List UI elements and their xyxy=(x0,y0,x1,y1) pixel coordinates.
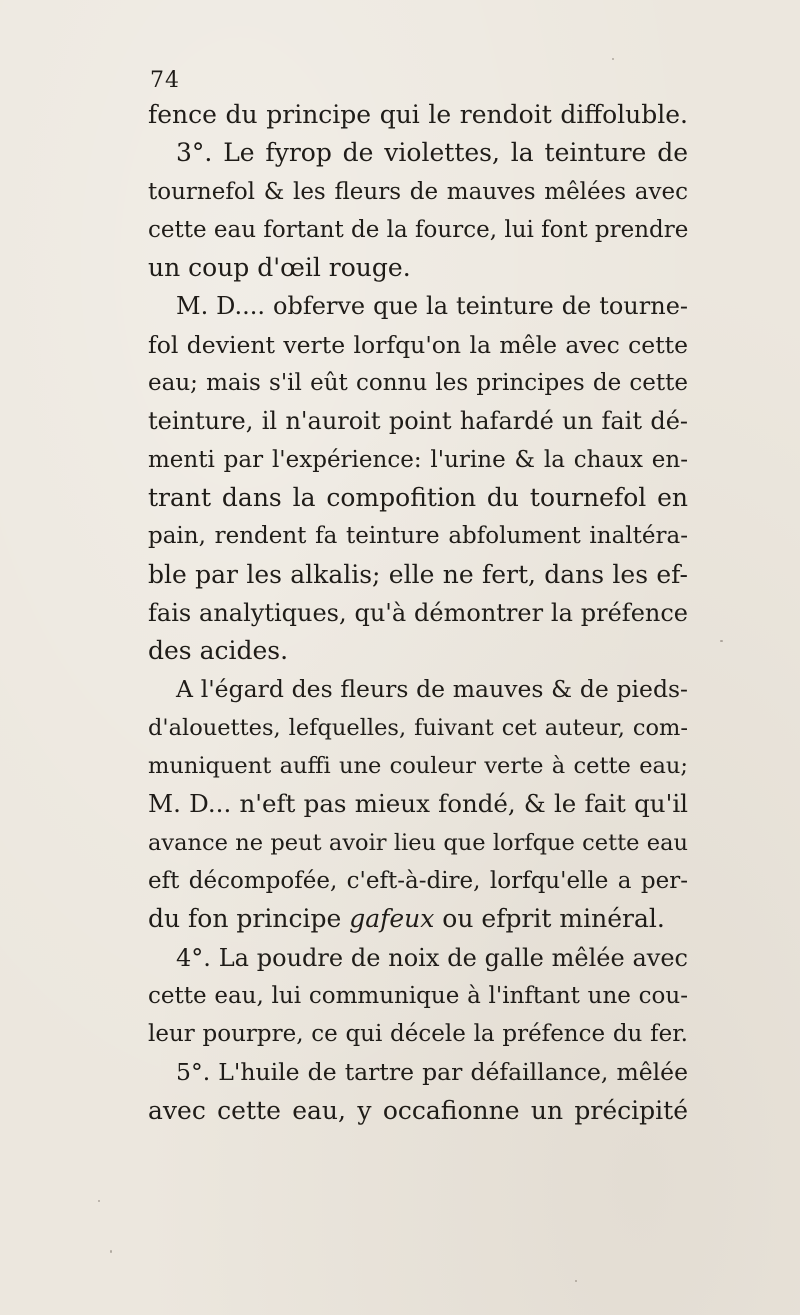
text-line: cette eau, lui communique à l'inftant une cou- xyxy=(148,982,688,1009)
text-line: cette eau fortant de la fource, lui font prendre xyxy=(148,216,689,243)
text-line: fol devient verte lorfqu'on la mêle avec cette xyxy=(148,330,688,359)
body-text xyxy=(148,96,688,1130)
text-line: menti par l'expérience: l'urine & la chaux en- xyxy=(148,446,688,473)
text-line: leur pourpre, ce qui décele la préfence du fer. xyxy=(148,1021,688,1048)
text-line: un coup d'œil rouge. xyxy=(148,253,411,283)
text-line: 3°. Le fyrop de violettes, la teinture de xyxy=(176,138,688,168)
italic-word: gafeux xyxy=(349,904,435,934)
text-line: des acides. xyxy=(148,636,289,666)
text-line: M. D... n'eft pas mieux fondé, & le fait qu'il xyxy=(148,789,688,819)
text-line: 5°. L'huile de tartre par défaillance, mêlée xyxy=(176,1058,688,1087)
text-line: ble par les alkalis; elle ne fert, dans les ef- xyxy=(148,559,688,589)
text-line: du fon principe gafeux ou efprit minéral. xyxy=(148,904,665,934)
text-line: eau; mais s'il eût connu les principes de cette xyxy=(148,370,688,397)
text-line: fais analytiques, qu'à démontrer la préfence xyxy=(148,598,688,627)
text-line: muniquent auffi une couleur verte à cette eau; xyxy=(148,753,688,780)
text-line: teinture, il n'auroit point hafardé un fait dé- xyxy=(148,407,688,436)
text-line: avance ne peut avoir lieu que lorfque cette eau xyxy=(148,829,688,856)
text-line: trant dans la compofition du tournefol en xyxy=(148,482,688,512)
text-line: avec cette eau, y occafionne un précipité xyxy=(148,1095,688,1125)
text-line: 4°. La poudre de noix de galle mêlée avec xyxy=(176,943,688,972)
text-line: fence du principe qui le rendoit diffoluble. xyxy=(148,100,688,129)
text-line: pain, rendent fa teinture abfolument inaltéra- xyxy=(148,523,688,550)
page-number: 74 xyxy=(150,68,180,93)
text-line: M. D.... obferve que la teinture de tourne- xyxy=(176,292,688,321)
text-line: eft décompofée, c'eft-à-dire, lorfqu'elle a per- xyxy=(148,867,688,894)
text-line: A l'égard des fleurs de mauves & de pieds- xyxy=(176,675,688,704)
text-line: tournefol & les fleurs de mauves mêlées avec xyxy=(148,178,688,205)
text-line: d'alouettes, lefquelles, fuivant cet auteur, com- xyxy=(148,714,688,741)
